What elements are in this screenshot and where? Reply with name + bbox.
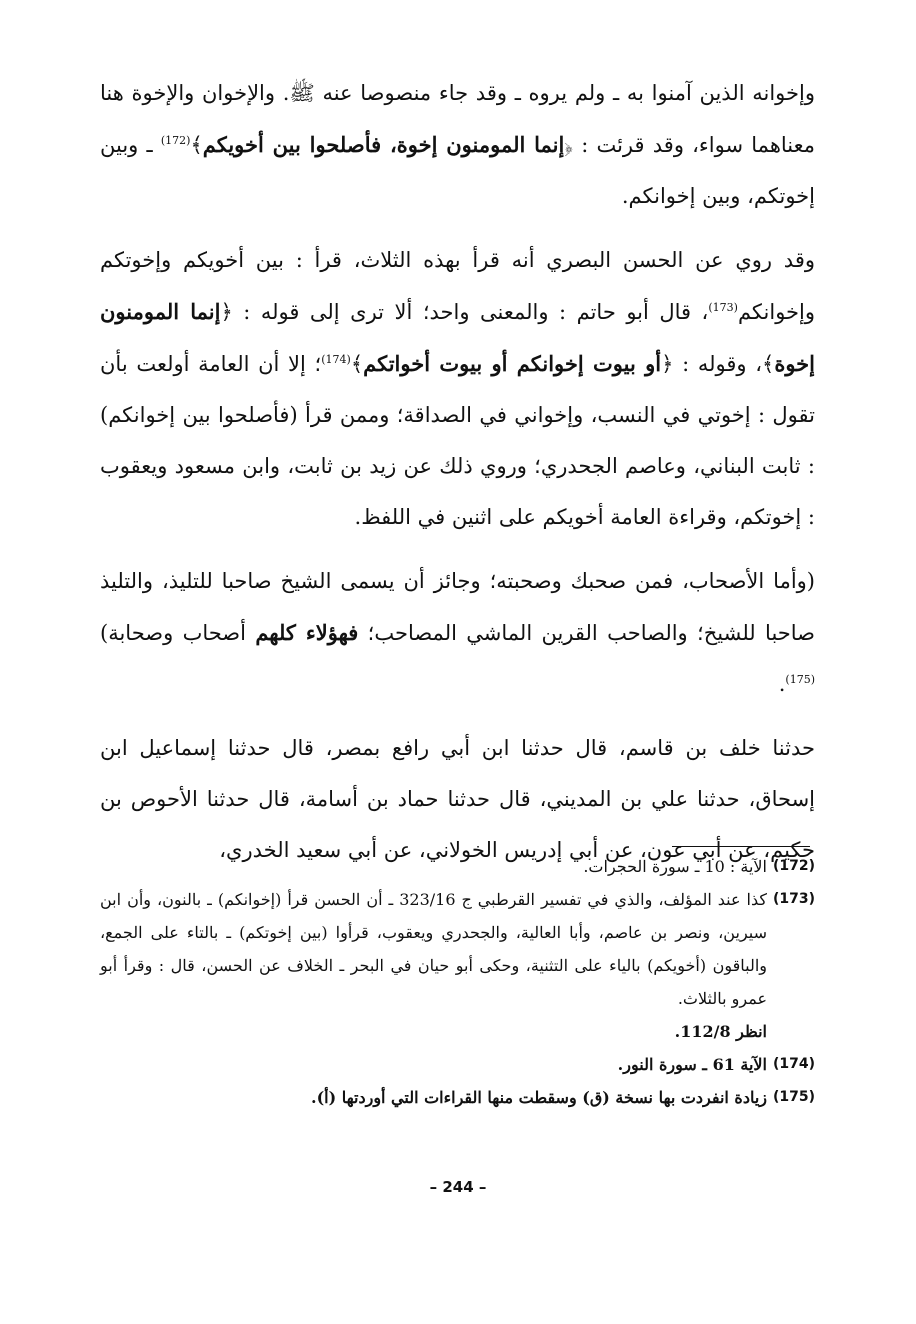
text-run: حدثنا خلف بن قاسم، قال حدثنا ابن أبي رافع بمصر، قال حدثنا إسماعيل ابن إسحاق، حدثنا علي بن المديني، قال حدثنا حماد بن أسامة، قال حدثنا الأحوص بن حكيم، عن أبي عون، عن أبي إدريس الخولاني، عن أبي سعيد الخدري، (100, 736, 815, 862)
paragraph (100, 68, 815, 222)
footnotes (100, 850, 815, 1114)
text-run: أصحاب وصحابة) (100, 621, 256, 645)
footnote (100, 883, 815, 1015)
footnote-reference: (174) (321, 353, 351, 366)
paragraph (100, 235, 815, 543)
text-run: وقد روي عن الحسن البصري أنه قرأ بهذه الثلاث، قرأ : بين أخويكم وإخوتكم وإخوانكم (100, 248, 815, 324)
footnote-number: (175) (772, 1089, 815, 1105)
text-run: (وأما الأصحاب، فمن صحبك وصحبته؛ وجائز أن يسمى الشيخ صاحبا للتليذ، والتليذ صاحبا للشيخ؛ والصاحب القرين الماشي المصاحب؛ (100, 569, 815, 645)
footnote (100, 850, 815, 883)
footnote-text (100, 1048, 767, 1081)
page-number: – 244 – (429, 1178, 487, 1196)
footnote-text (100, 1015, 767, 1048)
text-run: كذا عند المؤلف، والذي في تفسير القرطبي ج 323/16 ـ أن الحسن قرأ (إخوانكم) ـ بالنون، وأن ابن سيرين، ونصر بن عاصم، وأبا العالية، والجحدري ويعقوب، قرأوا (بين إخوتكم) ـ بالتاء على الجمع، والباقون (أخويكم) بالياء على التثنية، وحكى أبو حيان في البحر ـ الخلاف عن الحسن، قال : وقرأ أبو عمرو بالثلاث. (100, 890, 768, 1008)
text-run: ﴾، وقوله : ﴿ (661, 352, 775, 376)
bold-text: إنما المومنون إخوة (100, 299, 815, 376)
footnote (100, 1015, 815, 1048)
bold-text: زيادة انفردت بها نسخة (ق) وسقطت منها القراءات التي أوردتها (أ). (311, 1088, 767, 1107)
footnote-number (767, 1015, 815, 1048)
bold-text: فهؤلاء كلهم (255, 620, 359, 645)
paragraph (100, 556, 815, 710)
footnote-reference: (175) (785, 673, 815, 686)
footnote-text (100, 883, 767, 1015)
text-run: ﴾ (190, 133, 203, 157)
bold-text: الآية 61 ـ سورة النور. (617, 1055, 767, 1074)
main-text (100, 68, 815, 889)
footnote-number: (172) (772, 858, 815, 874)
text-run: الآية : 10 ـ سورة الحجرات. (583, 857, 767, 876)
footnote-text (100, 1081, 767, 1114)
bold-text: انظر 112/8. (674, 1022, 767, 1041)
footnote-reference: (172) (160, 134, 191, 147)
footnote (100, 1048, 815, 1081)
footnote-reference: (173) (708, 301, 738, 314)
text-run: . (778, 672, 786, 696)
footnote-number: (173) (772, 891, 815, 907)
text-run: ـ وبين إخوتكم، وبين إخوانكم. (100, 133, 815, 208)
footnote-number: (174) (772, 1056, 815, 1072)
text-run: ﴾ (350, 352, 364, 376)
text-run: وإخوانه الذين آمنوا به ـ ولم يروه ـ وقد جاء منصوصا عنه ﷺ. والإخوان والإخوة هنا معناهما سواء، وقد قرئت : ﴿ (100, 81, 816, 157)
footnote-text (100, 850, 767, 883)
footnote-separator (672, 846, 810, 847)
footnote (100, 1081, 815, 1114)
text-run: ، قال أبو حاتم : والمعنى واحد؛ ألا ترى إلى قوله : ﴿ (220, 300, 709, 324)
text-run: ؛ إلا أن العامة أولعت بأن تقول : إخوتي في النسب، وإخواني في الصداقة؛ وممن قرأ (فأصلحوا بين إخوانكم) : ثابت البناني، وعاصم الجحدري؛ وروي ذلك عن زيد بن ثابت، وابن مسعود ويعقوب : إخوتكم، وقراءة العامة أخويكم على اثنين في اللفظ. (100, 352, 815, 529)
bold-text: إنما المومنون إخوة، فأصلحوا بين أخويكم (202, 132, 565, 157)
bold-text: أو بيوت إخوانكم أو بيوت أخواتكم (363, 351, 662, 376)
